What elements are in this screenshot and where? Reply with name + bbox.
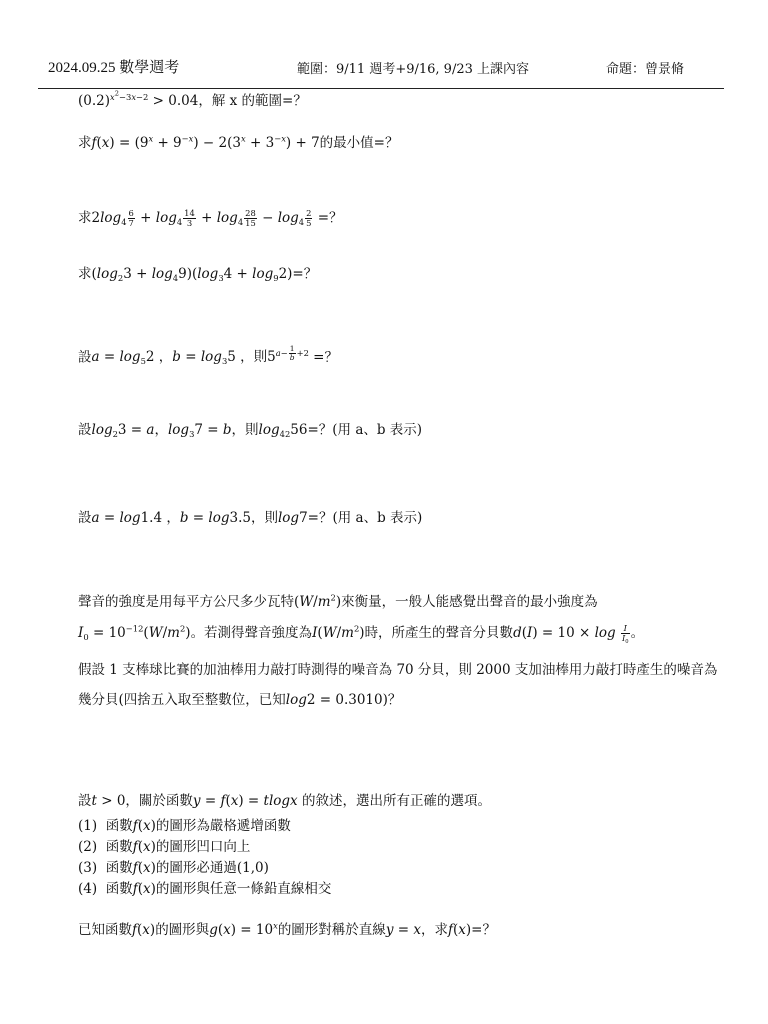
- q7-prefix: 設: [78, 510, 92, 526]
- q3-math: $2\log_4$ $\frac{6}{7}$ + $\log_4$ $\frac{14}{3}$ + $\log_4$ $\frac{28}{15}$ − $\log_4$ $\frac{2}{5}$: [91, 208, 312, 228]
- q7-text: =？(用 a、b 表示): [307, 510, 423, 526]
- q10-end: =？: [471, 922, 496, 938]
- option-number: (2): [78, 839, 98, 855]
- option-pre: 函數: [105, 818, 133, 834]
- q4-math: $(\log_23 + \log_49)(\log_34 + \log_92)$: [91, 266, 293, 283]
- header-divider: [38, 88, 724, 89]
- q9-prefix: 設: [78, 793, 92, 809]
- q2-prefix: 求: [78, 135, 92, 151]
- option-number: (4): [78, 881, 98, 897]
- q10-prefix: 已知函數: [78, 922, 132, 938]
- q8-text-1a: 聲音的強度是用每平方公尺多少瓦特: [78, 594, 294, 610]
- q8-text-3: 假設 1 支棒球比賽的加油棒用力敲打時測得的噪音為 70 分貝，則 2000 支加油棒用力敲打時產生的噪音為幾分貝(四捨五入取至整數位，已知: [78, 662, 718, 708]
- option-pre: 函數: [105, 839, 133, 855]
- option-post: 的圖形與任意一條鉛直線相交: [155, 881, 332, 897]
- q10-suffix: ，求: [420, 922, 448, 938]
- q2-text: 的最小值=？: [319, 135, 399, 151]
- q9-suffix: 的敘述，選出所有正確的選項。: [297, 793, 491, 809]
- q8-text-1b: 來衡量，一般人能感覺出聲音的最小強度為: [341, 594, 598, 610]
- q9-t-math: t > 0: [91, 793, 126, 809]
- option-pre: 函數: [105, 881, 133, 897]
- q7-math: a = log1.4 ，b = log3.5，則log7: [91, 510, 308, 526]
- q8-i-math: $I(W/m^2)$: [312, 623, 365, 641]
- exam-date-title: 2024.09.25 數學週考: [48, 60, 180, 76]
- exam-header: [0, 54, 768, 80]
- option-number: (1): [78, 818, 98, 834]
- exam-author: 命題：曾景脩: [606, 62, 685, 77]
- question-9: [78, 793, 491, 809]
- q10-mid2: 的圖形對稱於直線: [277, 922, 386, 938]
- q3-prefix: 求: [78, 209, 92, 226]
- q9-option-1: (1) 函數f(x)的圖形為嚴格遞增函數: [78, 818, 291, 834]
- q10-f-math: f(x): [132, 922, 156, 938]
- q1-text: ，解 x 的範圍=？: [198, 93, 307, 109]
- question-8-line-2: [78, 624, 644, 643]
- q5-math: $a = \log_52$ ，$b = \log_35$ ，則$5^{a- \frac{1}{b} +2}$: [91, 344, 309, 367]
- q4-text: =？: [292, 266, 318, 282]
- q5-prefix: 設: [78, 349, 92, 366]
- question-4: [78, 266, 317, 282]
- q9-option-4: (4) 函數f(x)的圖形與任意一條鉛直線相交: [78, 881, 332, 897]
- q10-answer-math: f(x): [447, 922, 472, 938]
- q4-prefix: 求: [78, 266, 92, 282]
- q8-i0-math: $I_0 = 10^{-12}(W/m^2)$: [78, 623, 191, 642]
- q8-formula-math: d(I) = 10 × log $\frac{I}{I_0}$: [513, 623, 629, 645]
- option-post: 的圖形必通過(1,0): [155, 860, 269, 876]
- q8-unit-math: $(W/m^2)$: [294, 592, 342, 610]
- question-8-line-3: [78, 655, 718, 715]
- q3-text: =？: [313, 209, 343, 226]
- question-7: [78, 510, 422, 526]
- q8-text-2c: 。: [630, 624, 645, 641]
- question-6: [78, 422, 422, 438]
- option-post: 的圖形凹口向上: [155, 839, 251, 855]
- option-number: (3): [78, 860, 98, 876]
- question-3: [78, 209, 343, 228]
- q9-option-3: (3) 函數f(x)的圖形必通過(1,0): [78, 860, 269, 876]
- q6-math: $\log_23 = a$，$\log_37 = b$，則$\log_{42}56$: [91, 422, 308, 439]
- question-2: [78, 135, 398, 151]
- question-8-line-1: [78, 594, 598, 610]
- q10-mid: 的圖形與: [155, 922, 210, 938]
- question-1: [78, 89, 307, 109]
- question-5: [78, 345, 338, 366]
- question-10: [78, 922, 496, 938]
- q5-text: =？: [308, 349, 338, 366]
- q6-prefix: 設: [78, 422, 92, 438]
- exam-scope: 範圍：9/11 週考+9/16, 9/23 上課內容: [297, 62, 530, 77]
- q9-mid: ，關於函數: [125, 793, 193, 809]
- q8-text-3-end: )？: [382, 692, 402, 708]
- q9-option-2: (2) 函數f(x)的圖形凹口向上: [78, 839, 251, 855]
- q8-text-2a: 。若測得聲音強度為: [190, 624, 313, 641]
- q1-math: $(0.2)^{x^2-3x-2} > 0.04$: [78, 89, 199, 109]
- q10-g-math: $g(x) = 10^x$: [209, 920, 278, 938]
- q6-text: =？(用 a、b 表示): [307, 422, 423, 438]
- q9-options: [78, 816, 331, 900]
- q2-math: $f(x) = (9^x + 9^{-x}) - 2(3^x + 3^{-x}) + 7$: [91, 133, 320, 151]
- option-post: 的圖形為嚴格遞增函數: [155, 818, 291, 834]
- q10-line-math: y = x: [385, 922, 421, 938]
- option-pre: 函數: [105, 860, 133, 876]
- q8-log-math: log2 = 0.3010: [285, 692, 383, 708]
- q9-func-math: y = f(x) = tlogx: [192, 793, 298, 809]
- q8-text-2b: 時，所產生的聲音分貝數: [364, 624, 514, 641]
